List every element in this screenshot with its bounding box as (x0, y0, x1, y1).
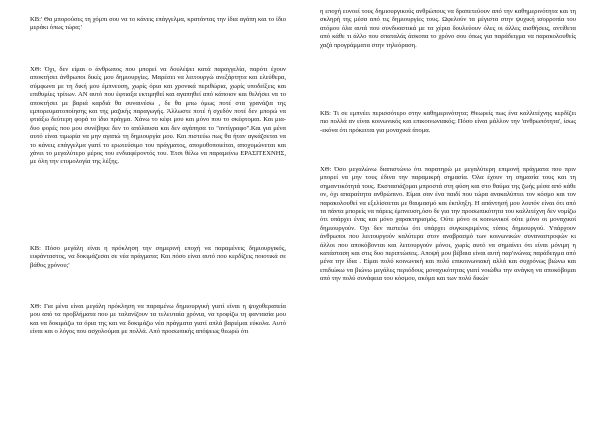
answer-continuation (320, 8, 576, 50)
question-inspiration (320, 110, 576, 135)
paragraph: ΚΒ: Πόσο μεγάλη είναι η πρόκληση την σημερινή εποχή να παραμένεις δημιουργικός, ευφάνταστος, να δοκιμάζεσαι σε νέα πράγματα; Και πόσο είναι αυτό που κερδίζεις ποιοτικά σε βάθος χρόνου;' (30, 245, 286, 269)
paragraph: ΚΒ:' Θα μπορούσες τη χόμπι σου να το κάνεις επάγγελμα, κρατάντας την ίδια αγάπη και το ίδιο μεράκι όπως τώρα;' (30, 16, 286, 32)
paragraph: ΧΘ: Όχι, δεν είμαι ο άνθρωπος που μπορεί να δουλέψει κατά παραγγελία, παρότι έχουν αποκτήσει άνθρωποι δικές μου δημιουργίες. Μαρέσει να λειτουργώ ανεξάρτητα και ελεύθερα, σύμφωνα με τη δική μου έμπνευση, χωρίς όρια και χρονικά περιθώρια, χωρίς υποδείξεις και επιθυμίες τρίτων. ΑΝ αυτό που έφτιαξα εκτιμηθεί και αγαπηθεί από κάποιον και θελήσει να το αποκτήσει με βαριά καρδιά θα συναινέσω , δε θα μπω όμως ποτέ στα γρανάζια της εμπορευματοποίησης και της μαζικής παραγωγής. Άλλωστε ποτέ ή σχεδόν ποτέ δεν μπορώ να φτιάξω δεύτερη φορά το ίδιο πράγμα. Χάνω το κέφι μου και μόνο που το σκέφτομαι. Και μια-δυο φορές που μου συνέβηκε δεν το απόλαυσα και δεν αγάπησα το "αντίγραφο".Και για μένα αυτό είναι τιμωρία να μην αγαπώ τη δημιουργία μου. Και πιστεύω πως θα ήταν αγκάζσεται να το κάνεις επάγγελμα γιατί το ερωτεύσιμο του πράγματος, απομυθοποιείται, αποχυμώνεται και χάνει το μεγαλύτερο μέρος του ενδιαφέροντός του. Έτσι θέλω να παραμείνω ΕΡΑΣΙΤΕΧΝΗΣ, με όλη την ετυμολογία της λέξης. (30, 66, 286, 166)
paragraph: ΚΒ: Τι σε εμπνέει περισσότερο στην καθημερινότητα; Θεωρείς πως ένα καλλιτέχνης κερδίζει πιο πολλά αν είναι κοινωνικός και επικοινωνιακός; Πόσο είναι μάλλον την 'ανθρωπότητα', ίσως -εκόνα ότι πρόκειται για μοναχικά άτομα. (320, 110, 576, 134)
answer-psychotherapy (30, 303, 286, 337)
question-hobby-profession (30, 16, 286, 33)
paragraph: η εποχή ευνοεί τους δημιουργικούς ανθρώπους να δραπετεύουν από την καθημερινότητα και τη σκληρή της μέσα από τις δημιουργίες τους. Ωφελούν τα μέγιστα στην ψυχική ισορροπία του ατόμου όλα αυτά που συνδυαστικά με τα χέρια δουλεύουν όλες οι άλλες αισθήσεις, αντίθετα από κάθε τι άλλο που σπαταλάς άσκοπα το χρόνο σου όπως για παράδειγμα να παρακολουθείς χαζά προγράμματα στην τηλεόραση. (320, 8, 576, 49)
paragraph: ΧΘ: Για μένα είναι μεγάλη πρόκληση να παραμένω δημιουργική γιατί είναι η ψυχοθεραπεία μου από τα προβλήματα που με ταλανίζουν τα τελευταία χρόνια, να τροφίζω τη φαντασία μου και να δοκιμάζω τα όρια της και να δοκιμάζω νέα πράγματα γιατί απλά βαριέμαι εύκολα. Αυτό είναι και ο λόγος που ασχολούμαι με πολλά. Από προσωπικής απόψεως θεωρώ ότι (30, 303, 286, 336)
answer-amateur (30, 66, 286, 167)
answer-inspiration (320, 166, 576, 284)
paragraph: ΧΘ: Όσο μεγαλώνω διαπιστώνω ότι παρατηρώ με μεγαλύτερη επιμονή πράγματα που πριν μπορεί να μην τους έδινα την παραμικρή σημασία. Όλα έχουν τη σημασία τους και τη σημαντικότητά τους. Εκστασιάζομαι μπροστά στη φύση και στο θαύμα της ζωής μέσα από κάθε ον, όχι απαραίτητα ανθρώπινο. Είμαι σαν ένα παιδί που τώρα ανακαλύπτει τον κόσμο και τον παρακολουθεί να εξελίσσεται με θαυμασμό και έκπληξη. Η απάντησή μου λοιπόν είναι ότι από τα πάντα μπορείς να πάρεις έμπνευση,όσο δε για την προσωπικότητα του καλλιτέχνη δεν νομίζω ότι υπάρχει ένας και μόνο χαρακτηρισμός. Ούτε μόνο οι κοινωνικοί ούτε μόνο οι μοναχικοί δημιουργούν. Όχι δεν πιστεύω ότι υπάρχει συγκεκριμένος τύπος δημιουργού. Υπάρχουν άνθρωποι που λειτουργούν καλύτερα στον αναβρασμό των κοινωνικών συναναστροφών κι άλλοι που αποκόβονται και λειτουργούν μόνοι, χωρίς αυτό να σημαίνει ότι είναι μόνιμη η κατάσταση και στις δυο περιπτώσεις. Αποψή μου βέβαια είναι αυτή παρ'ινώνας παράδειγμα από μένα την ίδια . Είμαι πολύ κοινωνική και πολύ επικοινωνιακή αλλά και συχρόνως βιώνω και επιδιώκω να βιώνω μεγάλες περιόδους μοναχικότητας γιατί νοιώθω την ανάγκη να αποκόβομαι από την πολύ συνάφεια του κόσμου, ακόμα και των πολύ δικών (320, 166, 576, 283)
question-creativity-challenge (30, 245, 286, 270)
